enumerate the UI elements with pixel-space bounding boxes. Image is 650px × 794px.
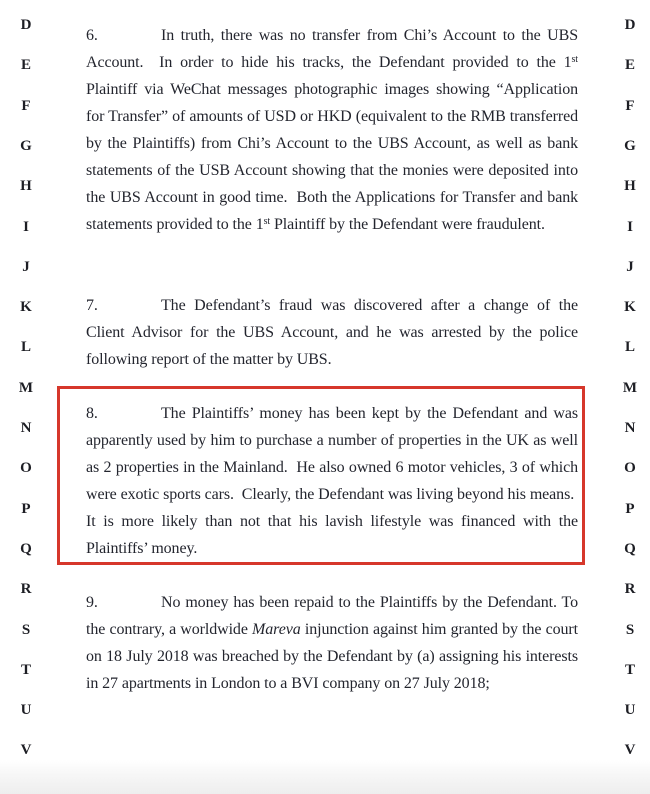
margin-letter-m: M bbox=[18, 379, 34, 396]
text-run: Plaintiff by the Defendant were fraudulent. bbox=[270, 216, 545, 233]
margin-letter-s: S bbox=[625, 621, 635, 638]
left-margin-letter-column bbox=[18, 0, 34, 794]
paragraph-7 bbox=[86, 292, 578, 373]
margin-letter-e: E bbox=[624, 57, 635, 74]
margin-letter-h: H bbox=[624, 178, 636, 195]
margin-letter-p: P bbox=[625, 500, 635, 517]
margin-letter-f: F bbox=[625, 97, 635, 114]
margin-letter-f: F bbox=[21, 97, 31, 114]
text-run: injunction against him granted by the court on 18 July 2018 was breached by the Defendant by (a) assigning his interests in 27 apartments in London to a BVI company on 27 July 2018; bbox=[86, 621, 578, 692]
text-run: No money has been repaid to the Plaintiffs by the Defendant. To the contrary, a worldwide bbox=[86, 594, 578, 638]
paragraph-8-number: 8. bbox=[86, 405, 98, 422]
margin-letter-d: D bbox=[624, 17, 636, 33]
text-run: Plaintiff via WeChat messages photographic images showing “Application for Transfer” of amounts of USD or HKD (equivalent to the RMB transferred by the Plaintiffs) from Chi’s Account to the UBS Account, as well as bank statements of the USB Account showing that the monies were deposited into the UBS Account in good time. Both the Applications for Transfer and bank statements provided to the 1 bbox=[86, 81, 578, 233]
margin-letter-r: R bbox=[624, 581, 636, 598]
margin-letter-t: T bbox=[624, 661, 635, 678]
italic-run: Mareva bbox=[252, 621, 301, 638]
margin-letter-v: V bbox=[20, 742, 32, 759]
text-run: The Defendant’s fraud was discovered after a change of the Client Advisor for the UBS Account, and he was arrested by the police following report of the matter by UBS. bbox=[86, 297, 578, 368]
margin-letter-n: N bbox=[20, 420, 32, 436]
page-bottom-strip bbox=[0, 760, 650, 794]
margin-letter-t: T bbox=[20, 661, 31, 678]
margin-letter-m: M bbox=[622, 379, 638, 396]
paragraph-6-number: 6. bbox=[86, 27, 98, 44]
margin-letter-e: E bbox=[20, 57, 31, 74]
margin-letter-q: Q bbox=[624, 540, 636, 557]
margin-letter-j: J bbox=[626, 258, 634, 275]
margin-letter-n: N bbox=[624, 420, 636, 436]
margin-letter-q: Q bbox=[20, 540, 32, 557]
margin-letter-k: K bbox=[20, 299, 32, 316]
margin-letter-k: K bbox=[624, 299, 636, 316]
margin-letter-l: L bbox=[624, 339, 635, 356]
margin-letter-o: O bbox=[624, 460, 636, 477]
margin-letter-h: H bbox=[20, 178, 32, 195]
margin-letter-o: O bbox=[20, 460, 32, 477]
margin-letter-g: G bbox=[624, 137, 636, 154]
right-margin-letter-column bbox=[622, 0, 638, 794]
text-run: In truth, there was no transfer from Chi’s Account to the UBS Account. In order to hide his tracks, the Defendant provided to the 1 bbox=[86, 27, 578, 71]
margin-letter-v: V bbox=[624, 742, 636, 759]
margin-letter-d: D bbox=[20, 17, 32, 33]
margin-letter-u: U bbox=[624, 702, 636, 719]
margin-letter-l: L bbox=[20, 339, 31, 356]
paragraph-6 bbox=[86, 22, 578, 238]
text-run: The Plaintiffs’ money has been kept by the Defendant and was apparently used by him to purchase a number of properties in the UK as well as 2 properties in the Mainland. He also owned 6 motor vehicles, 3 of which were exotic sports cars. Clearly, the Defendant was living beyond his means. It is more likely than not that his lavish lifestyle was financed with the Plaintiffs’ money. bbox=[86, 405, 578, 557]
margin-letter-u: U bbox=[20, 702, 32, 719]
paragraph-9 bbox=[86, 589, 578, 697]
superscript-run: st bbox=[263, 216, 271, 227]
margin-letter-i: I bbox=[23, 218, 29, 235]
margin-letter-g: G bbox=[20, 137, 32, 154]
paragraph-9-number: 9. bbox=[86, 594, 98, 611]
margin-letter-s: S bbox=[21, 621, 31, 638]
superscript-run: st bbox=[571, 54, 578, 65]
margin-letter-j: J bbox=[22, 258, 30, 275]
margin-letter-p: P bbox=[21, 500, 31, 517]
paragraph-7-number: 7. bbox=[86, 297, 98, 314]
margin-letter-i: I bbox=[627, 218, 633, 235]
margin-letter-r: R bbox=[20, 581, 32, 598]
highlight-annotation-box bbox=[57, 386, 585, 565]
